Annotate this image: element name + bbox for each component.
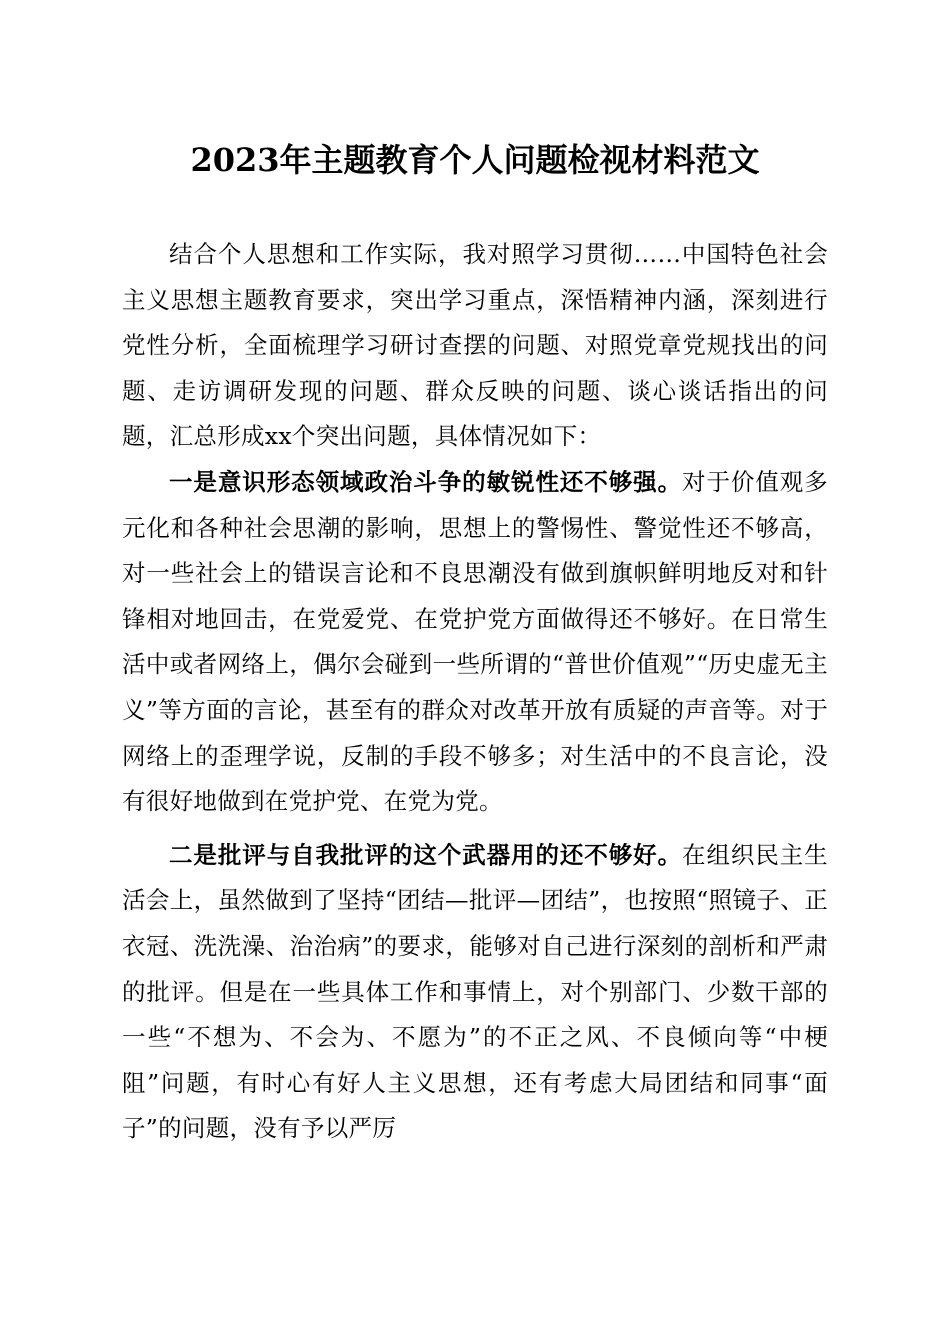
paragraph-lead: 二是批评与自我批评的这个武器用的还不够好。 [169,840,683,869]
issue-paragraph-1 [122,460,828,825]
paragraph-text: 对于价值观多元化和各种社会思潮的影响，思想上的警惕性、警觉性还不够高，对一些社会上的错误言论和不良思潮没有做到旗帜鲜明地反对和针锋相对地回击，在党爱党、在党护党方面做得还不够好。在日常生活中或者网络上，偶尔会碰到一些所谓的“普世价值观”“历史虚无主义”等方面的言论，甚至有的群众对改革开放有质疑的声音等。对于网络上的歪理学说，反制的手段不够多；对生活中的不良言论，没有很好地做到在党护党、在党为党。 [122,467,828,816]
paragraph-lead: 一是意识形态领域政治斗争的敏锐性还不够强。 [169,467,683,496]
paragraph-text: 在组织民主生活会上，虽然做到了坚持“团结—批评—团结”，也按照“照镜子、正衣冠、洗洗澡、治治病”的要求，能够对自己进行深刻的剖析和严肃的批评。但是在一些具体工作和事情上，对个别部门、少数干部的一些“不想为、不会为、不愿为”的不正之风、不良倾向等“中梗阻”问题，有时心有好人主义思想，还有考虑大局团结和同事“面子”的问题，没有予以严厉 [122,840,828,1143]
document-body [122,232,828,1152]
document-title: 2023年主题教育个人问题检视材料范文 [190,141,760,179]
intro-paragraph [122,232,828,460]
paragraph-text: 结合个人思想和工作实际，我对照学习贯彻……中国特色社会主义思想主题教育要求，突出学习重点，深悟精神内涵，深刻进行党性分析，全面梳理学习研讨查摆的问题、对照党章党规找出的问题、走访调研发现的问题、群众反映的问题、谈心谈话指出的问题，汇总形成xx个突出问题，具体情况如下： [122,240,828,451]
issue-paragraph-2 [122,833,828,1152]
